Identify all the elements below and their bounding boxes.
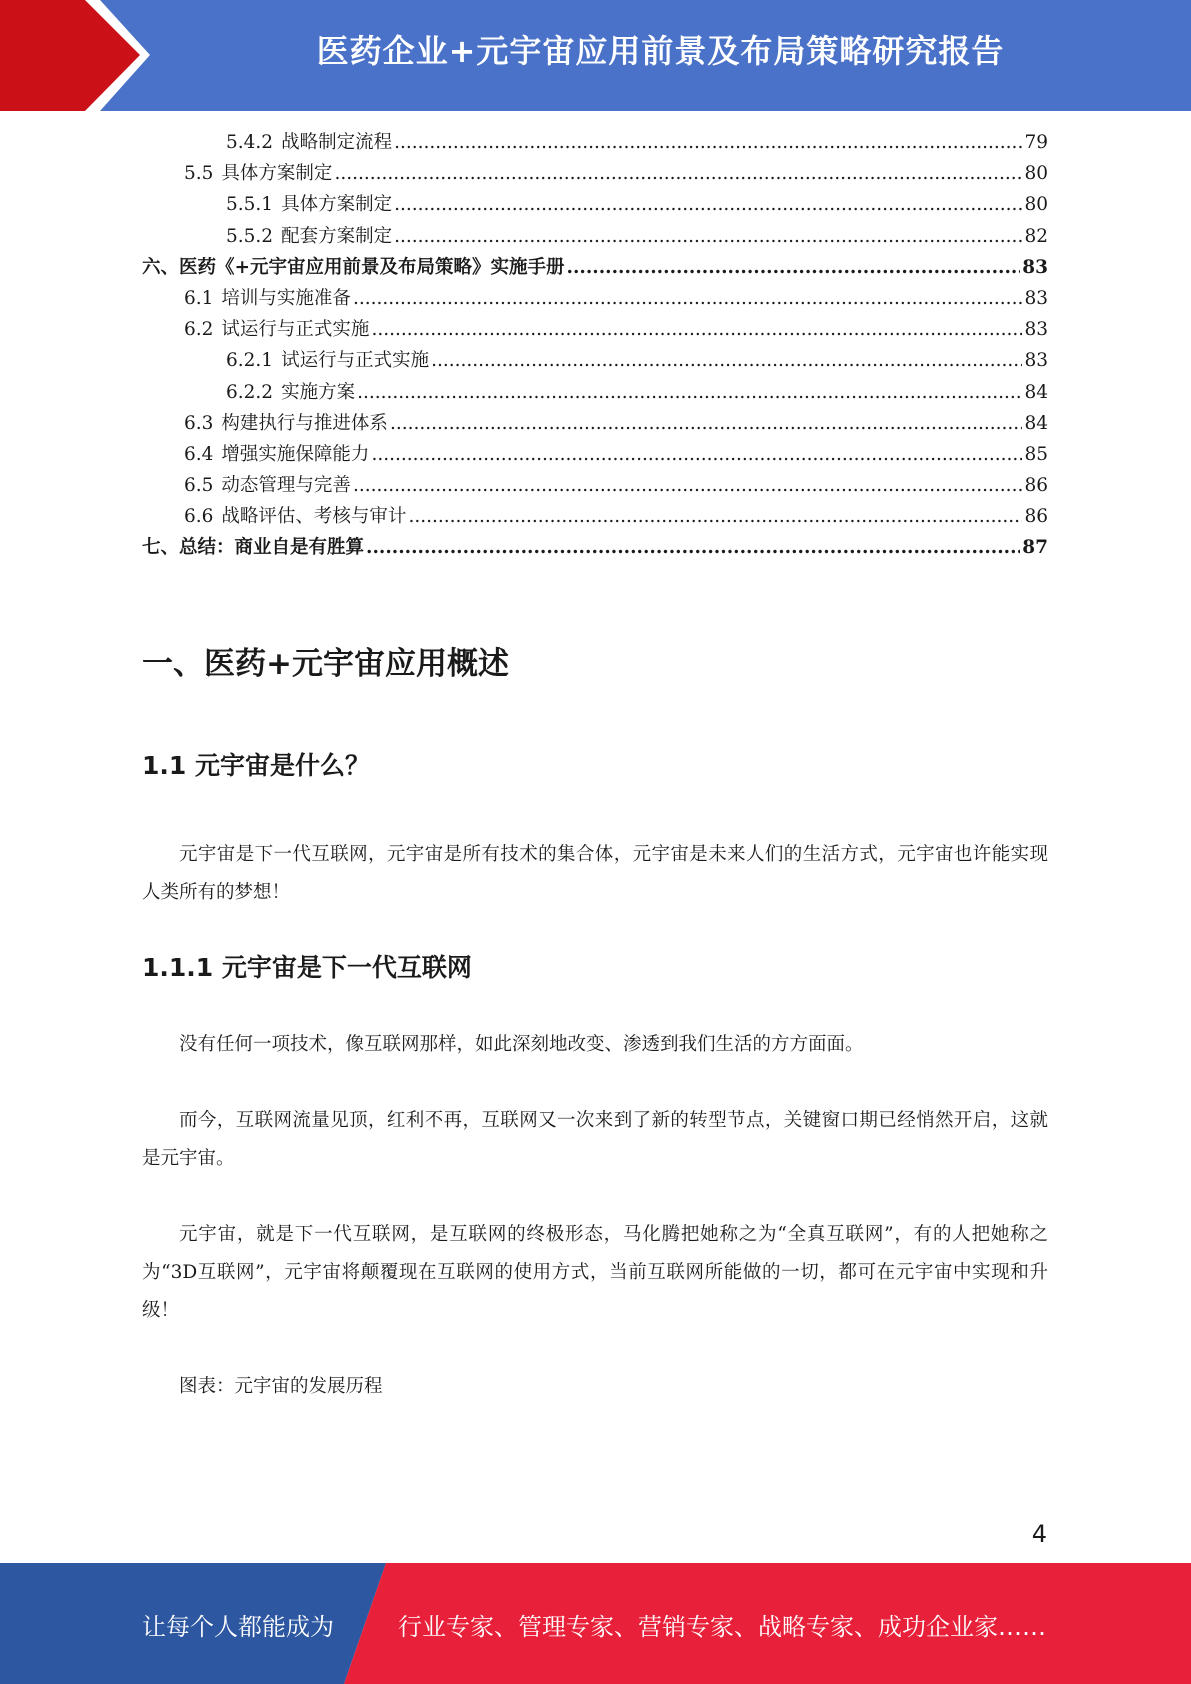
toc-entry-number: 5.4.2 [226, 132, 274, 153]
toc-entry-page: 83 [1024, 287, 1048, 309]
toc-entry-page: 80 [1024, 194, 1048, 216]
toc-entry-title: 配套方案制定 [281, 225, 393, 247]
toc-entry[interactable] [142, 409, 1048, 440]
toc-leader-dots [371, 444, 1022, 465]
toc-entry-number: 6.6 [184, 506, 214, 528]
toc-entry-page: 84 [1024, 412, 1048, 434]
toc-leader-dots [371, 319, 1022, 340]
toc-entry-title: 动态管理与完善 [221, 475, 351, 497]
table-of-contents [142, 128, 1048, 565]
toc-entry-title: 战略制定流程 [281, 132, 393, 153]
toc-leader-dots [366, 537, 1020, 558]
toc-entry-number: 6.3 [184, 412, 214, 434]
toc-entry-page: 85 [1024, 443, 1048, 465]
paragraph-4: 元宇宙，就是下一代互联网，是互联网的终极形态，马化腾把她称之为“全真互联网”，有的人把她称之为“3D互联网”，元宇宙将颠覆现在互联网的使用方式，当前互联网所能做的一切，都可在元宇宙中实现和升级！ [142, 1224, 1048, 1321]
toc-entry-number: 6.2 [184, 319, 214, 341]
toc-leader-dots [394, 132, 1022, 153]
toc-entry-page: 86 [1024, 475, 1048, 497]
toc-entry-page: 79 [1024, 132, 1048, 153]
toc-entry-title: 实施方案 [281, 381, 356, 403]
toc-entry[interactable] [142, 378, 1048, 409]
toc-entry[interactable] [142, 315, 1048, 346]
toc-leader-dots [394, 194, 1022, 215]
toc-entry-page: 80 [1024, 163, 1048, 185]
toc-entry-title: 增强实施保障能力 [221, 443, 370, 465]
toc-leader-dots [394, 226, 1022, 247]
toc-leader-dots [357, 382, 1022, 403]
toc-leader-dots [431, 350, 1022, 371]
paragraph-intro: 元宇宙是下一代互联网，元宇宙是所有技术的集合体，元宇宙是未来人们的生活方式，元宇宙也许能实现人类所有的梦想！ [142, 844, 1048, 903]
toc-entry-page: 84 [1024, 381, 1048, 403]
toc-entry-number: 6.5 [184, 475, 214, 497]
toc-entry-title: 试运行与正式实施 [281, 350, 430, 372]
toc-entry-title: 培训与实施准备 [221, 287, 351, 309]
toc-entry[interactable] [142, 440, 1048, 471]
toc-leader-dots [353, 475, 1023, 496]
toc-entry-page: 83 [1024, 350, 1048, 372]
toc-entry-page: 87 [1022, 537, 1048, 559]
toc-entry-number: 5.5.1 [226, 194, 274, 216]
toc-leader-dots [408, 506, 1022, 527]
toc-entry-title: 试运行与正式实施 [221, 319, 370, 341]
toc-entry-title: 六、医药《+元宇宙应用前景及布局策略》实施手册 [142, 256, 565, 278]
toc-entry[interactable] [142, 159, 1048, 190]
toc-entry-page: 86 [1024, 506, 1048, 528]
report-title: 医药企业+元宇宙应用前景及布局策略研究报告 [316, 32, 1005, 70]
toc-leader-dots [353, 288, 1023, 309]
toc-entry-number: 6.1 [184, 287, 214, 309]
toc-entry-title: 构建执行与推进体系 [221, 412, 388, 434]
toc-entry[interactable] [142, 533, 1048, 564]
toc-entry-title: 七、总结：商业自是有胜算 [142, 537, 365, 559]
toc-entry-title: 具体方案制定 [221, 163, 333, 185]
toc-leader-dots [567, 257, 1021, 278]
header-red-arrow [0, 0, 148, 111]
toc-entry-number: 6.2.1 [226, 350, 274, 372]
chapter-heading: 一、医药+元宇宙应用概述 [142, 646, 509, 682]
page-footer [0, 1563, 1191, 1684]
section-heading: 1.1 元宇宙是什么？ [142, 751, 370, 780]
toc-entry-title: 战略评估、考核与审计 [221, 506, 407, 528]
toc-entry[interactable] [142, 222, 1048, 253]
toc-entry-number: 6.2.2 [226, 381, 274, 403]
toc-entry-title: 具体方案制定 [281, 194, 393, 216]
toc-entry[interactable] [142, 471, 1048, 502]
footer-slogan-right: 行业专家、管理专家、营销专家、战略专家、成功企业家…… [398, 1613, 1046, 1641]
toc-entry[interactable] [142, 502, 1048, 533]
toc-entry-number: 5.5.2 [226, 225, 274, 247]
toc-entry[interactable] [142, 128, 1048, 159]
toc-entry[interactable] [142, 346, 1048, 377]
page-header [0, 0, 1191, 111]
toc-entry-page: 83 [1022, 256, 1048, 278]
toc-leader-dots [390, 413, 1023, 434]
page-number: 4 [1031, 1520, 1047, 1548]
toc-entry-number: 5.5 [184, 163, 214, 185]
toc-entry-page: 82 [1024, 225, 1048, 247]
toc-entry-page: 83 [1024, 319, 1048, 341]
toc-entry[interactable] [142, 190, 1048, 221]
toc-leader-dots [334, 163, 1022, 184]
paragraph-2: 没有任何一项技术，像互联网那样，如此深刻地改变、渗透到我们生活的方方面面。 [179, 1034, 864, 1055]
figure-caption: 图表：元宇宙的发展历程 [179, 1376, 383, 1397]
toc-entry-number: 6.4 [184, 443, 214, 465]
paragraph-3: 而今，互联网流量见顶，红利不再，互联网又一次来到了新的转型节点，关键窗口期已经悄然开启，这就是元宇宙。 [142, 1110, 1048, 1169]
footer-slogan-left: 让每个人都能成为 [142, 1613, 334, 1641]
subsection-heading: 1.1.1 元宇宙是下一代互联网 [142, 953, 472, 982]
toc-entry[interactable] [142, 284, 1048, 315]
toc-entry[interactable] [142, 253, 1048, 284]
